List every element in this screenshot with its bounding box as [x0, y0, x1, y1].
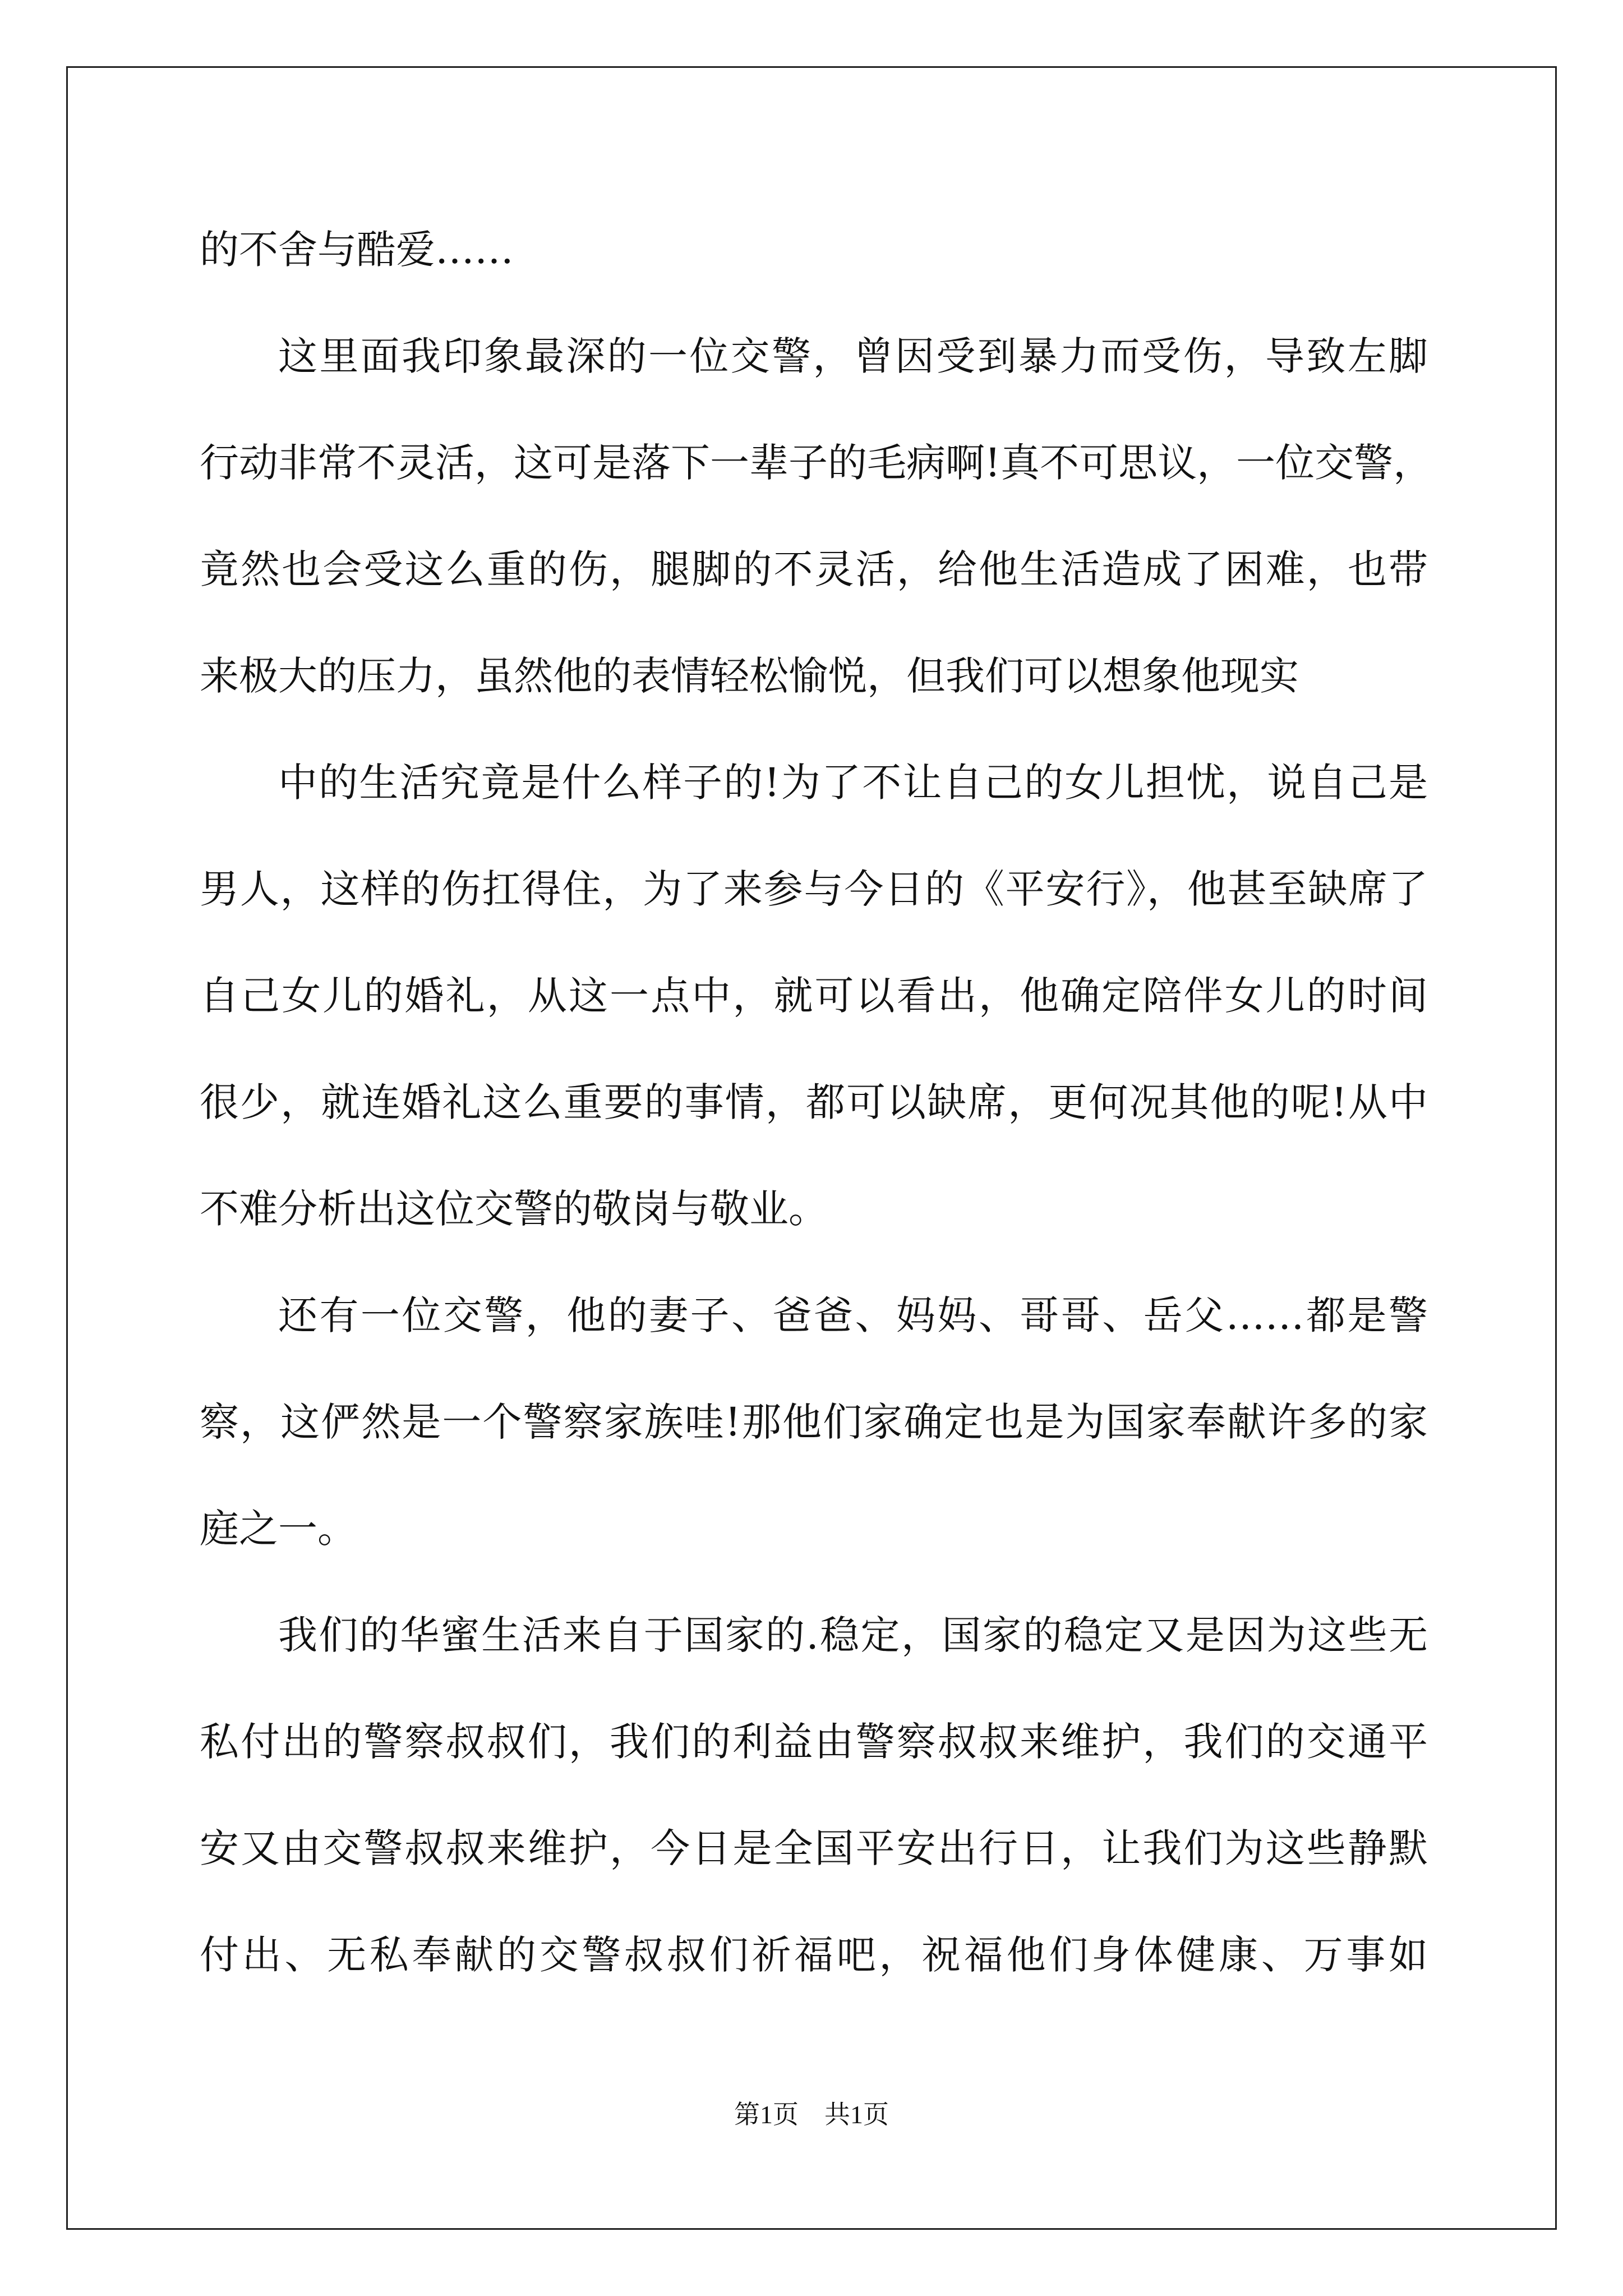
text-line-8: 自己女儿的婚礼，从这一点中，就可以看出，他确定陪伴女儿的时间	[200, 973, 1428, 1019]
text-line-3: 行动非常不灵活，这可是落下一辈子的毛病啊!真不可思议，一位交警，	[200, 440, 1433, 486]
text-line-11: 还有一位交警，他的妻子、爸爸、妈妈、哥哥、岳父……都是警	[278, 1292, 1428, 1338]
text-line-1: 的不舍与酷爱……	[200, 227, 514, 273]
page-border	[66, 66, 1557, 2230]
text-line-10: 不难分析出这位交警的敬岗与敬业。	[200, 1186, 828, 1232]
text-line-16: 安又由交警叔叔来维护，今日是全国平安出行日，让我们为这些静默	[200, 1825, 1428, 1871]
text-line-17: 付出、无私奉献的交警叔叔们祈福吧，祝福他们身体健康、万事如	[200, 1932, 1428, 1978]
text-line-6: 中的生活究竟是什么样子的!为了不让自己的女儿担忧，说自己是	[278, 760, 1428, 806]
text-line-12: 察，这俨然是一个警察家族哇!那他们家确定也是为国家奉献许多的家	[200, 1399, 1428, 1445]
text-line-5: 来极大的压力，虽然他的表情轻松愉悦，但我们可以想象他现实	[200, 653, 1299, 699]
text-line-7: 男人，这样的伤扛得住，为了来参与今日的《平安行》，他甚至缺席了	[200, 866, 1428, 912]
text-line-13: 庭之一。	[200, 1506, 357, 1552]
text-line-15: 私付出的警察叔叔们，我们的利益由警察叔叔来维护，我们的交通平	[200, 1719, 1428, 1765]
text-line-9: 很少，就连婚礼这么重要的事情，都可以缺席，更何况其他的呢!从中	[200, 1079, 1428, 1125]
page-footer: 第1页 共1页	[734, 2100, 889, 2129]
text-line-4: 竟然也会受这么重的伤，腿脚的不灵活，给他生活造成了困难，也带	[200, 546, 1428, 592]
text-line-14: 我们的华蜜生活来自于国家的.稳定，国家的稳定又是因为这些无	[278, 1612, 1428, 1658]
text-line-2: 这里面我印象最深的一位交警，曾因受到暴力而受伤，导致左脚	[278, 333, 1428, 379]
